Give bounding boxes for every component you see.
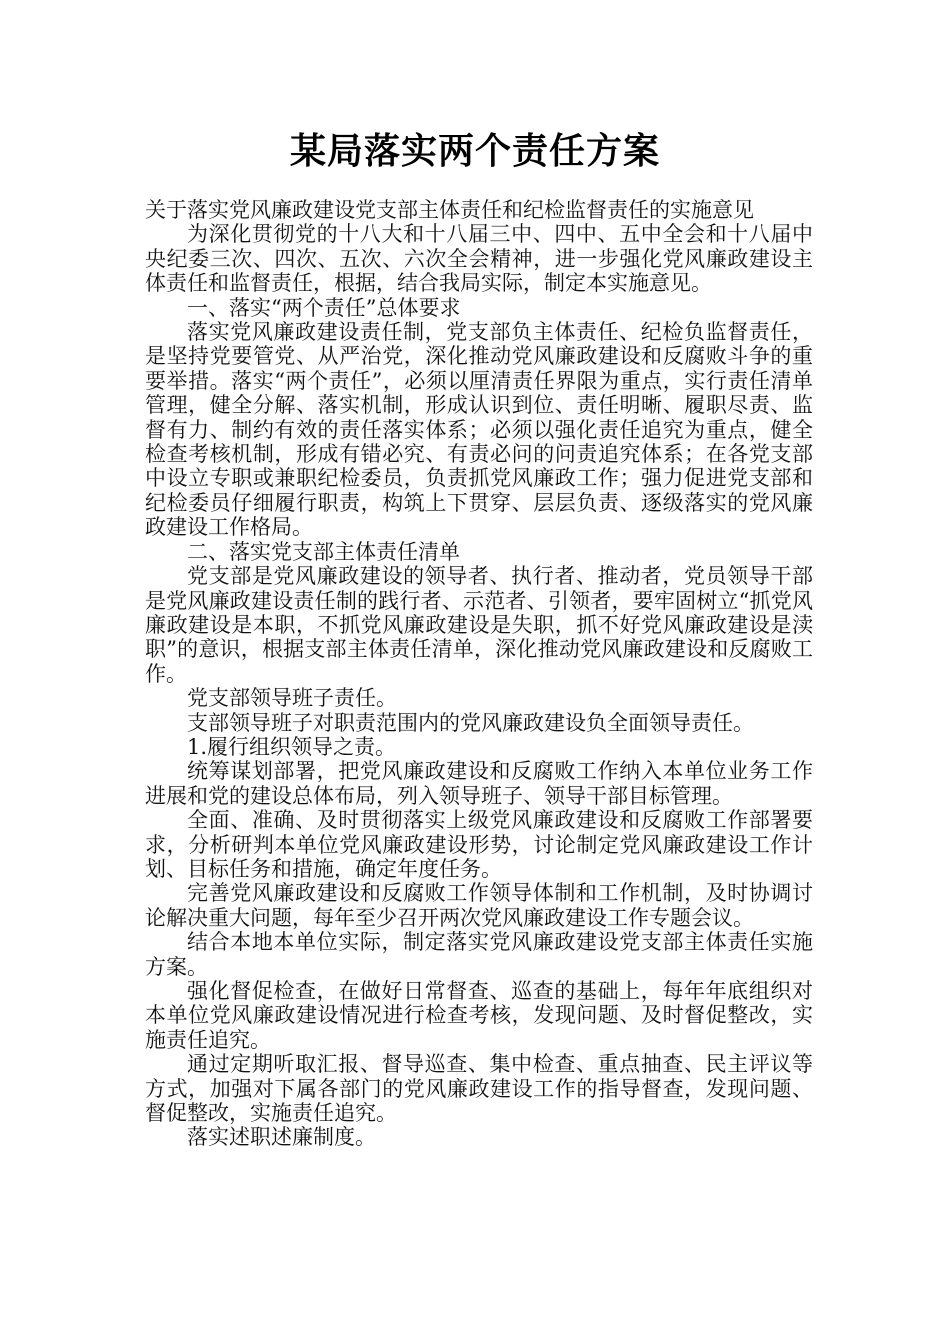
paragraph: 统筹谋划部署，把党风廉政建设和反腐败工作纳入本单位业务工作进展和党的建设总体布局，列入领导班子、领导干部目标管理。 bbox=[145, 759, 813, 808]
paragraph: 结合本地本单位实际，制定落实党风廉政建设党支部主体责任实施方案。 bbox=[145, 930, 813, 979]
paragraph: 支部领导班子对职责范围内的党风廉政建设负全面领导责任。 bbox=[187, 710, 754, 735]
paragraph: 完善党风廉政建设和反腐败工作领导体制和工作机制，及时协调讨论解决重大问题，每年至少召开两次党风廉政建设工作专题会议。 bbox=[145, 881, 813, 930]
document-title: 某局落实两个责任方案 bbox=[289, 131, 660, 172]
paragraph: 强化督促检查，在做好日常督查、巡查的基础上，每年年底组织对本单位党风廉政建设情况进行检查考核，发现问题、及时督促整改，实施责任追究。 bbox=[145, 979, 813, 1052]
paragraph: 通过定期听取汇报、督导巡查、集中检查、重点抽查、民主评议等方式，加强对下属各部门的党风廉政建设工作的指导督查，发现问题、督促整改，实施责任追究。 bbox=[145, 1052, 813, 1126]
paragraph: 关于落实党风廉政建设党支部主体责任和纪检监督责任的实施意见 bbox=[145, 198, 754, 222]
paragraph: 为深化贯彻党的十八大和十八届三中、四中、五中全会和十八届中央纪委三次、四次、五次、六次全会精神，进一步强化党风廉政建设主体责任和监督责任，根据，结合我局实际，制定本实施意见。 bbox=[145, 222, 813, 296]
document-body bbox=[145, 198, 813, 1150]
paragraph: 党支部是党风廉政建设的领导者、执行者、推动者，党员领导干部是党风廉政建设责任制的践行者、示范者、引领者，要牢固树立“抓党风廉政建设是本职，不抓党风廉政建设是失职，抓不好党风廉政建设是渎职”的意识，根据支部主体责任清单，深化推动党风廉政建设和反腐败工作。 bbox=[145, 564, 813, 686]
paragraph: 落实党风廉政建设责任制，党支部负主体责任、纪检负监督责任，是坚持党要管党、从严治党，深化推动党风廉政建设和反腐败斗争的重要举措。落实“两个责任”，必须以厘清责任界限为重点，实行责任清单管理，健全分解、落实机制，形成认识到位、责任明晰、履职尽责、监督有力、制约有效的责任落实体系；必须以强化责任追究为重点，健全检查考核机制，形成有错必究、有责必问的问责追究体系；在各党支部中设立专职或兼职纪检委员，负责抓党风廉政工作；强力促进党支部和纪检委员仔细履行职责，构筑上下贯穿、层层负责、逐级落实的党风廉政建设工作格局。 bbox=[145, 320, 813, 540]
paragraph: 1.履行组织领导之责。 bbox=[187, 734, 397, 759]
paragraph: 党支部领导班子责任。 bbox=[187, 686, 397, 711]
paragraph: 全面、准确、及时贯彻落实上级党风廉政建设和反腐败工作部署要求，分析研判本单位党风廉政建设形势，讨论制定党风廉政建设工作计划、目标任务和措施，确定年度任务。 bbox=[145, 808, 813, 881]
paragraph: 落实述职述廉制度。 bbox=[187, 1125, 376, 1150]
paragraph: 二、落实党支部主体责任清单 bbox=[187, 539, 460, 564]
paragraph: 一、落实“两个责任”总体要求 bbox=[187, 295, 461, 320]
